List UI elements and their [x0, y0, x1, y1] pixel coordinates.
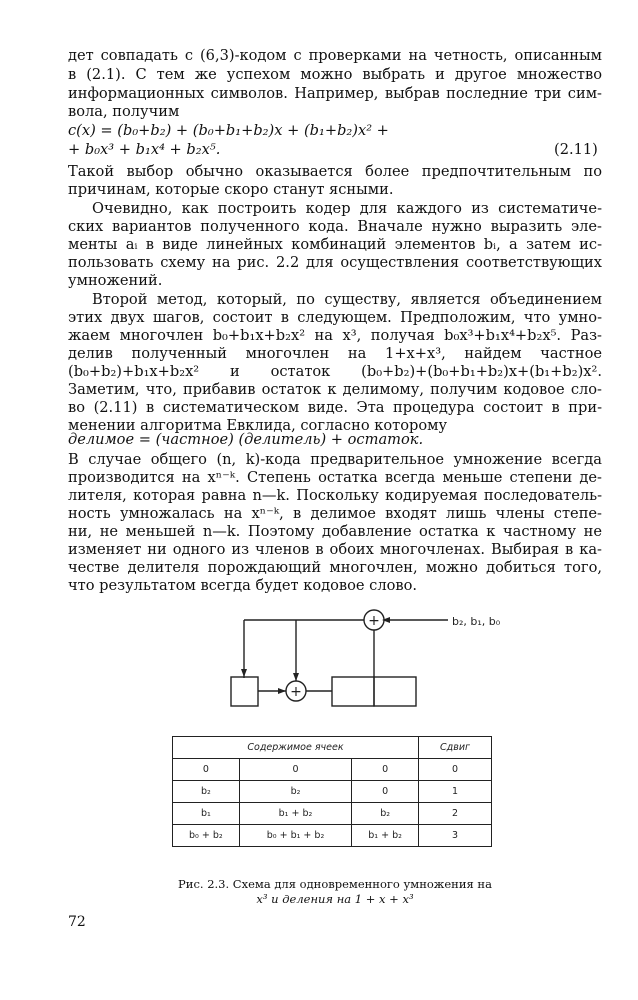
text-line: делив полученный многочлен на 1+x+x³, найдем частное: [68, 345, 602, 362]
cell: 0: [173, 759, 240, 781]
cell: b₀ + b₁ + b₂: [239, 825, 352, 847]
text-line: причинам, которые скоро станут ясными.: [68, 181, 394, 198]
text-line: Очевидно, как построить кодер для каждого из систематиче-: [92, 200, 602, 217]
input-label: b₂, b₁, b₀: [452, 615, 501, 628]
text-line: что результатом всегда будет кодовое слово.: [68, 577, 418, 594]
arrowhead: [241, 669, 247, 677]
arrowhead: [278, 688, 286, 694]
register-cell-3: [374, 677, 416, 706]
text-line: ских вариантов полученного кода. Вначале нужно выразить эле-: [68, 218, 602, 235]
text-line: жаем многочлен b₀+b₁x+b₂x² на x³, получая b₀x³+b₁x⁴+b₂x⁵. Раз-: [68, 327, 602, 344]
text-line: во (2.11) в систематическом виде. Эта процедура состоит в при-: [68, 399, 602, 416]
text-line: дет совпадать с (6,3)-кодом с проверками на четность, описанным: [68, 47, 602, 64]
equation-number: (2.11): [554, 141, 598, 158]
table-row: [173, 781, 492, 803]
header-shift: Сдвиг: [419, 737, 492, 759]
cell: b₂: [352, 803, 419, 825]
cell: 3: [419, 825, 492, 847]
formula-line: делимое = (частное) (делитель) + остаток.: [68, 431, 424, 448]
cell: b₂: [239, 781, 352, 803]
text-line: менении алгоритма Евклида, согласно которому: [68, 417, 448, 434]
equation-line: c(x) = (b₀+b₂) + (b₀+b₁+b₂)x + (b₁+b₂)x² +: [68, 122, 389, 139]
text-line: честве делителя порождающий многочлен, можно добиться того,: [68, 559, 602, 576]
register-cell-1: [231, 677, 258, 706]
cell: b₁ + b₂: [239, 803, 352, 825]
text-line: Такой выбор обычно оказывается более предпочтительным по: [68, 163, 602, 180]
table-row: [173, 759, 492, 781]
adder-top-symbol: +: [368, 613, 380, 629]
text-line: умножений.: [68, 272, 163, 289]
cell: b₀ + b₂: [173, 825, 240, 847]
cell: 0: [352, 781, 419, 803]
text-line: изменяет ни одного из членов в обоих многочленах. Выбирая в ка-: [68, 541, 602, 558]
figure-caption: Рис. 2.3. Схема для одновременного умножения на: [178, 877, 492, 891]
text-line: лителя, которая равна n—k. Поскольку кодируемая последователь-: [68, 487, 602, 504]
text-line: пользовать схему на рис. 2.2 для осуществления соответствующих: [68, 254, 602, 271]
text-line: Второй метод, который, по существу, является объединением: [92, 291, 602, 308]
text-line: информационных символов. Например, выбрав последние три сим-: [68, 85, 602, 102]
cell: 1: [419, 781, 492, 803]
table-row: [173, 803, 492, 825]
text-line: производится на xⁿ⁻ᵏ. Степень остатка всегда меньше степени де-: [68, 469, 602, 486]
text-line: (b₀+b₂)+b₁x+b₂x² и остаток (b₀+b₂)+(b₀+b₁+b₂)x+(b₁+b₂)x².: [68, 363, 602, 380]
figure-caption: x³ и деления на 1 + x + x³: [256, 892, 414, 906]
text-line: Заметим, что, прибавив остаток к делимому, получим кодовое сло-: [68, 381, 602, 398]
shift-table: [172, 736, 492, 847]
text-line: вола, получим: [68, 103, 180, 120]
cell: 0: [352, 759, 419, 781]
equation-line: + b₀x³ + b₁x⁴ + b₂x⁵.: [68, 141, 221, 158]
text-line: в (2.1). С тем же успехом можно выбрать и другое множество: [68, 66, 602, 83]
arrowhead: [293, 673, 299, 681]
header-cells: Содержимое ячеек: [173, 737, 419, 759]
cell: b₂: [173, 781, 240, 803]
cell: 0: [239, 759, 352, 781]
text-line: ность умножалась на xⁿ⁻ᵏ, в делимое входят лишь члены степе-: [68, 505, 602, 522]
cell: 0: [419, 759, 492, 781]
text-line: ни, не меньшей n—k. Поэтому добавление остатка к частному не: [68, 523, 602, 540]
adder-bottom-symbol: +: [290, 684, 302, 700]
text-line: менты aᵢ в виде линейных комбинаций элементов bᵢ, а затем ис-: [68, 236, 602, 253]
page-number: 72: [68, 914, 86, 930]
cell: 2: [419, 803, 492, 825]
table-row: [173, 825, 492, 847]
register-cell-2: [332, 677, 374, 706]
text-line: этих двух шагов, состоит в следующем. Предположим, что умно-: [68, 309, 602, 326]
table-header-row: [173, 737, 492, 759]
cell: b₁: [173, 803, 240, 825]
cell: b₁ + b₂: [352, 825, 419, 847]
text-line: В случае общего (n, k)-кода предварительное умножение всегда: [68, 451, 602, 468]
